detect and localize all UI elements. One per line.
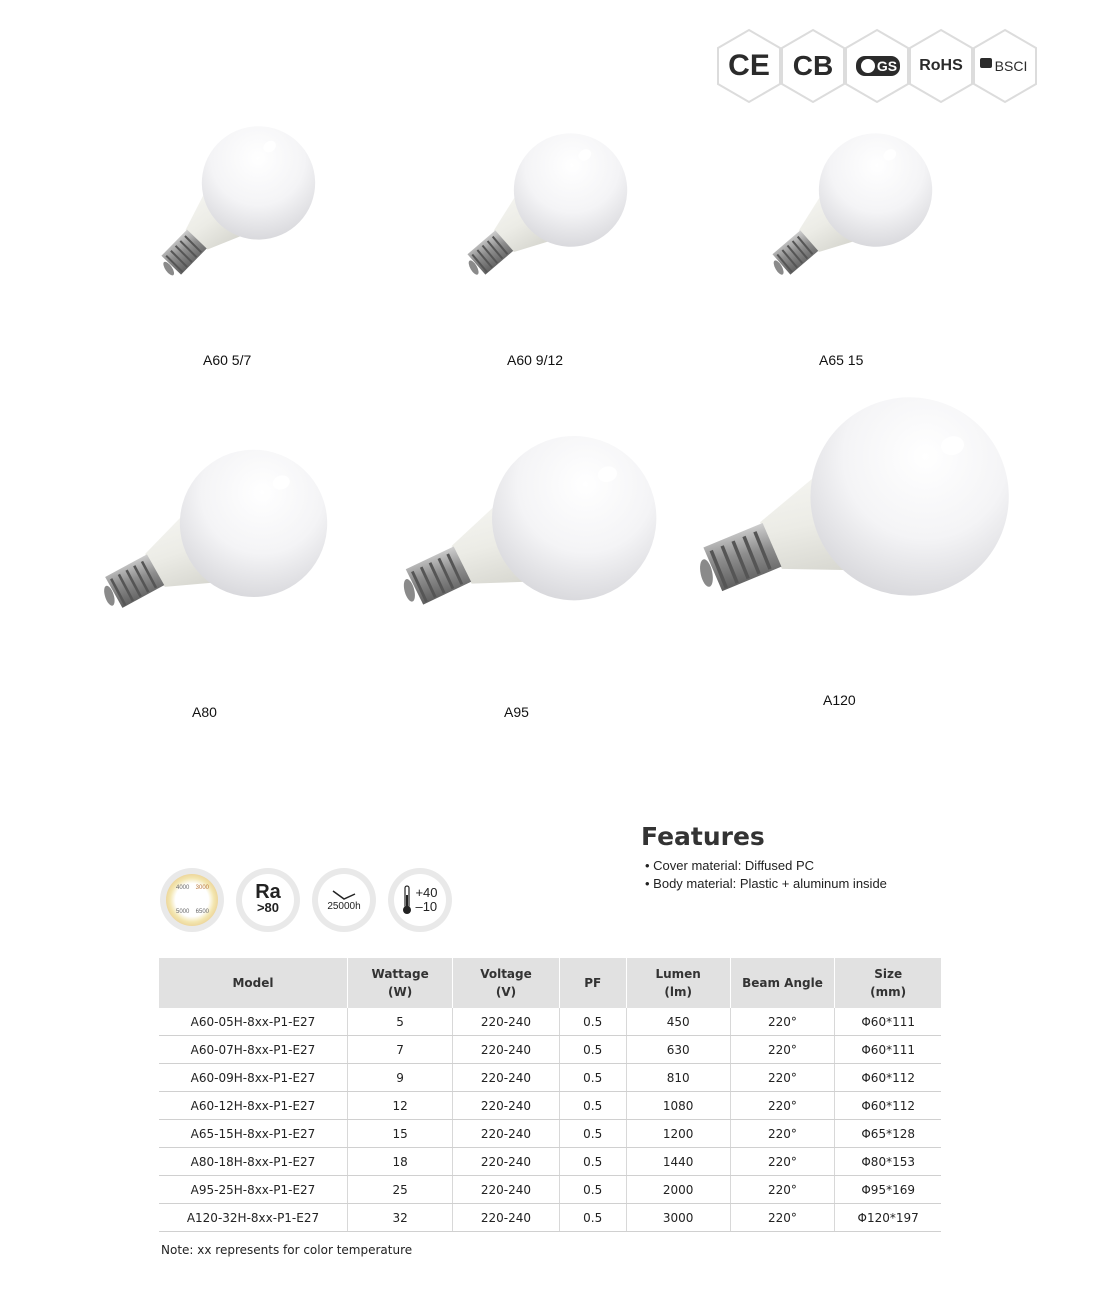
cell-lumen: 630	[626, 1036, 730, 1064]
cell-size: Φ60*112	[835, 1064, 941, 1092]
cell-beam-angle: 220°	[730, 1092, 835, 1120]
color-temperature-icon: 4000 3000 6500 5000	[160, 868, 224, 932]
cell-beam-angle: 220°	[730, 1064, 835, 1092]
cell-model: A60-12H-8xx-P1-E27	[159, 1092, 347, 1120]
cell-voltage: 220-240	[453, 1008, 559, 1036]
bulb-image-a65-15	[750, 125, 950, 300]
cell-beam-angle: 220°	[730, 1008, 835, 1036]
cell-model: A60-09H-8xx-P1-E27	[159, 1064, 347, 1092]
bulb-image-a60-9-12	[445, 125, 645, 300]
table-row	[159, 1176, 941, 1204]
bulb-label-a60-5-7: A60 5/7	[203, 352, 252, 368]
table-row	[159, 1008, 941, 1036]
tuv-gs-mark-icon: GS	[844, 28, 910, 104]
cell-voltage: 220-240	[453, 1092, 559, 1120]
cell-pf: 0.5	[559, 1204, 626, 1232]
color-temperature-note: Note: xx represents for color temperature	[161, 1243, 413, 1257]
cell-model: A95-25H-8xx-P1-E27	[159, 1176, 347, 1204]
cell-wattage: 7	[347, 1036, 452, 1064]
bulb-label-a80: A80	[192, 704, 217, 720]
cb-mark-icon: CB	[780, 28, 846, 104]
cell-beam-angle: 220°	[730, 1176, 835, 1204]
col-wattage-header: Wattage (W)	[347, 958, 452, 1008]
cell-size: Φ95*169	[835, 1176, 941, 1204]
cell-beam-angle: 220°	[730, 1204, 835, 1232]
cell-voltage: 220-240	[453, 1064, 559, 1092]
features-title: Features	[641, 822, 765, 851]
cell-voltage: 220-240	[453, 1204, 559, 1232]
cell-voltage: 220-240	[453, 1148, 559, 1176]
bulb-label-a95: A95	[504, 704, 529, 720]
cell-wattage: 9	[347, 1064, 452, 1092]
feature-item: • Cover material: Diffused PC	[645, 858, 815, 873]
cell-wattage: 25	[347, 1176, 452, 1204]
ce-mark-icon: CE	[716, 28, 782, 104]
bulb-image-a80	[85, 445, 345, 645]
table-row	[159, 1120, 941, 1148]
bulb-label-a60-9-12: A60 9/12	[507, 352, 564, 368]
cell-lumen: 450	[626, 1008, 730, 1036]
col-pf-header: PF	[559, 958, 626, 1008]
features-list	[645, 857, 887, 893]
table-header-row	[159, 958, 941, 1008]
cell-lumen: 1200	[626, 1120, 730, 1148]
feature-item: • Body material: Plastic + aluminum inside	[645, 876, 887, 891]
table-row	[159, 1148, 941, 1176]
cell-pf: 0.5	[559, 1008, 626, 1036]
spec-table	[159, 958, 941, 1232]
bulb-label-a120: A120	[823, 692, 856, 708]
cell-lumen: 1440	[626, 1148, 730, 1176]
bulb-image-a60-5-7	[135, 120, 335, 295]
cell-wattage: 15	[347, 1120, 452, 1148]
bulb-image-a95	[385, 430, 675, 650]
cell-model: A120-32H-8xx-P1-E27	[159, 1204, 347, 1232]
cell-model: A80-18H-8xx-P1-E27	[159, 1148, 347, 1176]
cell-size: Φ120*197	[835, 1204, 941, 1232]
cell-size: Φ60*111	[835, 1036, 941, 1064]
cell-pf: 0.5	[559, 1176, 626, 1204]
cell-beam-angle: 220°	[730, 1148, 835, 1176]
rohs-mark-icon: RoHS	[908, 28, 974, 104]
bulb-label-a65-15: A65 15	[819, 352, 864, 368]
cell-voltage: 220-240	[453, 1176, 559, 1204]
cell-size: Φ65*128	[835, 1120, 941, 1148]
bsci-mark-icon: BSCI	[972, 28, 1038, 104]
cell-voltage: 220-240	[453, 1120, 559, 1148]
table-row	[159, 1036, 941, 1064]
cell-wattage: 18	[347, 1148, 452, 1176]
cell-model: A60-07H-8xx-P1-E27	[159, 1036, 347, 1064]
cell-model: A60-05H-8xx-P1-E27	[159, 1008, 347, 1036]
col-voltage-header: Voltage (V)	[453, 958, 559, 1008]
cell-beam-angle: 220°	[730, 1036, 835, 1064]
lifetime-icon: 25000h	[312, 868, 376, 932]
cri-icon: Ra >80	[236, 868, 300, 932]
cell-wattage: 5	[347, 1008, 452, 1036]
cell-size: Φ60*111	[835, 1008, 941, 1036]
cell-pf: 0.5	[559, 1092, 626, 1120]
cell-voltage: 220-240	[453, 1036, 559, 1064]
cell-size: Φ60*112	[835, 1092, 941, 1120]
table-row	[159, 1092, 941, 1120]
cell-pf: 0.5	[559, 1120, 626, 1148]
table-row	[159, 1064, 941, 1092]
col-model-header: Model	[159, 958, 347, 1008]
cell-beam-angle: 220°	[730, 1120, 835, 1148]
cell-lumen: 2000	[626, 1176, 730, 1204]
col-lumen-header: Lumen (lm)	[626, 958, 730, 1008]
thermometer-glyph-icon	[402, 885, 412, 915]
cell-lumen: 3000	[626, 1204, 730, 1232]
cell-model: A65-15H-8xx-P1-E27	[159, 1120, 347, 1148]
bulb-image-a120	[680, 385, 1030, 655]
cell-pf: 0.5	[559, 1036, 626, 1064]
col-size-header: Size (mm)	[835, 958, 941, 1008]
cell-lumen: 810	[626, 1064, 730, 1092]
thermometer-icon: +40 –10	[388, 868, 452, 932]
cell-size: Φ80*153	[835, 1148, 941, 1176]
cell-lumen: 1080	[626, 1092, 730, 1120]
hourglass-tick-icon	[331, 889, 357, 901]
cell-pf: 0.5	[559, 1064, 626, 1092]
cell-wattage: 32	[347, 1204, 452, 1232]
col-beam-angle-header: Beam Angle	[730, 958, 835, 1008]
cell-pf: 0.5	[559, 1148, 626, 1176]
cell-wattage: 12	[347, 1092, 452, 1120]
table-row	[159, 1204, 941, 1232]
